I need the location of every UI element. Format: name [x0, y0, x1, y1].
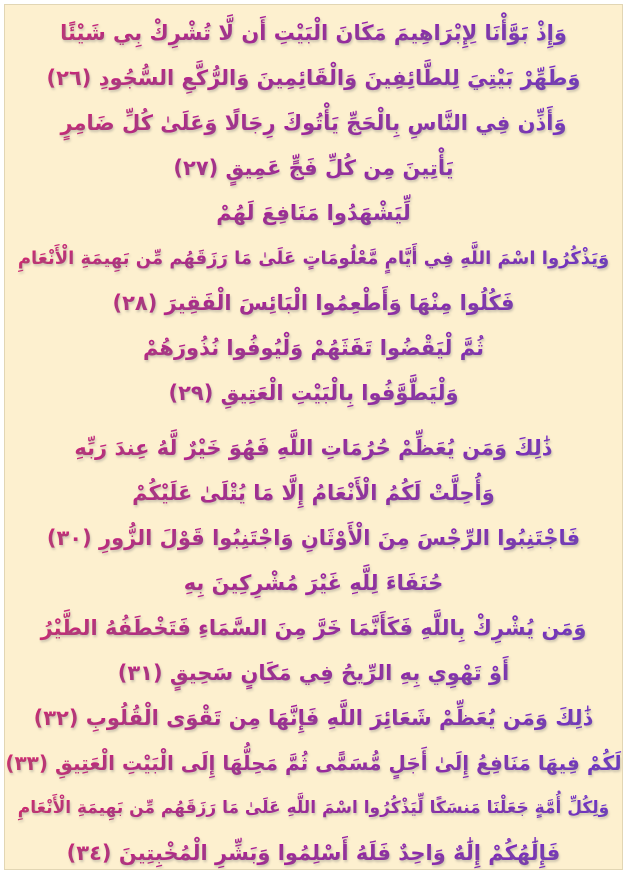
- verse-line: لَكُمْ فِيهَا مَنَافِعُ إِلَىٰ أَجَلٍ مُّسَمًّى ثُمَّ مَحِلُّهَا إِلَى الْبَيْتِ الْعَتِيقِ (٣٣): [5, 741, 622, 786]
- verse-line: وَأَذِّن فِي النَّاسِ بِالْحَجِّ يَأْتُوكَ رِجَالًا وَعَلَىٰ كُلِّ ضَامِرٍ: [5, 101, 622, 146]
- verse-line: وَمَن يُشْرِكْ بِاللَّهِ فَكَأَنَّمَا خَرَّ مِنَ السَّمَاءِ فَتَخْطَفُهُ الطَّيْرُ: [5, 606, 622, 651]
- verse-line: لِّيَشْهَدُوا مَنَافِعَ لَهُمْ: [5, 191, 622, 236]
- verse-line: يَأْتِينَ مِن كُلِّ فَجٍّ عَمِيقٍ (٢٧): [5, 146, 622, 191]
- verse-line: وَيَذْكُرُوا اسْمَ اللَّهِ فِي أَيَّامٍ مَّعْلُومَاتٍ عَلَىٰ مَا رَزَقَهُم مِّن بَهِيمَةِ الْأَنْعَامِ: [5, 236, 622, 281]
- verse-line: وَلِكُلِّ أُمَّةٍ جَعَلْنَا مَنسَكًا لِّيَذْكُرُوا اسْمَ اللَّهِ عَلَىٰ مَا رَزَقَهُم مِّن بَهِيمَةِ الْأَنْعَامِ: [5, 786, 622, 831]
- verse-list: [5, 5, 622, 870]
- verse-line: وَإِذْ بَوَّأْنَا لِإِبْرَاهِيمَ مَكَانَ الْبَيْتِ أَن لَّا تُشْرِكْ بِي شَيْئًا: [5, 11, 622, 56]
- verse-line: ذَٰلِكَ وَمَن يُعَظِّمْ حُرُمَاتِ اللَّهِ فَهُوَ خَيْرٌ لَّهُ عِندَ رَبِّهِ: [5, 426, 622, 471]
- verse-line: وَطَهِّرْ بَيْتِيَ لِلطَّائِفِينَ وَالْقَائِمِينَ وَالرُّكَّعِ السُّجُودِ (٢٦): [5, 56, 622, 101]
- verses-panel: [4, 4, 623, 870]
- verse-line: أَوْ تَهْوِي بِهِ الرِّيحُ فِي مَكَانٍ سَحِيقٍ (٣١): [5, 651, 622, 696]
- verse-line: وَأُحِلَّتْ لَكُمُ الْأَنْعَامُ إِلَّا مَا يُتْلَىٰ عَلَيْكُمْ: [5, 471, 622, 516]
- verse-line: فَاجْتَنِبُوا الرِّجْسَ مِنَ الْأَوْثَانِ وَاجْتَنِبُوا قَوْلَ الزُّورِ (٣٠): [5, 516, 622, 561]
- verse-line: ذَٰلِكَ وَمَن يُعَظِّمْ شَعَائِرَ اللَّهِ فَإِنَّهَا مِن تَقْوَى الْقُلُوبِ (٣٢): [5, 696, 622, 741]
- verse-line: ثُمَّ لْيَقْضُوا تَفَثَهُمْ وَلْيُوفُوا نُذُورَهُمْ: [5, 326, 622, 371]
- verse-line: فَكُلُوا مِنْهَا وَأَطْعِمُوا الْبَائِسَ الْفَقِيرَ (٢٨): [5, 281, 622, 326]
- verse-line: حُنَفَاءَ لِلَّهِ غَيْرَ مُشْرِكِينَ بِهِ: [5, 561, 622, 606]
- verse-line: وَلْيَطَّوَّفُوا بِالْبَيْتِ الْعَتِيقِ (٢٩): [5, 371, 622, 416]
- verse-line: فَإِلَٰهُكُمْ إِلَٰهٌ وَاحِدٌ فَلَهُ أَسْلِمُوا وَبَشِّرِ الْمُخْبِتِينَ (٣٤): [5, 831, 622, 870]
